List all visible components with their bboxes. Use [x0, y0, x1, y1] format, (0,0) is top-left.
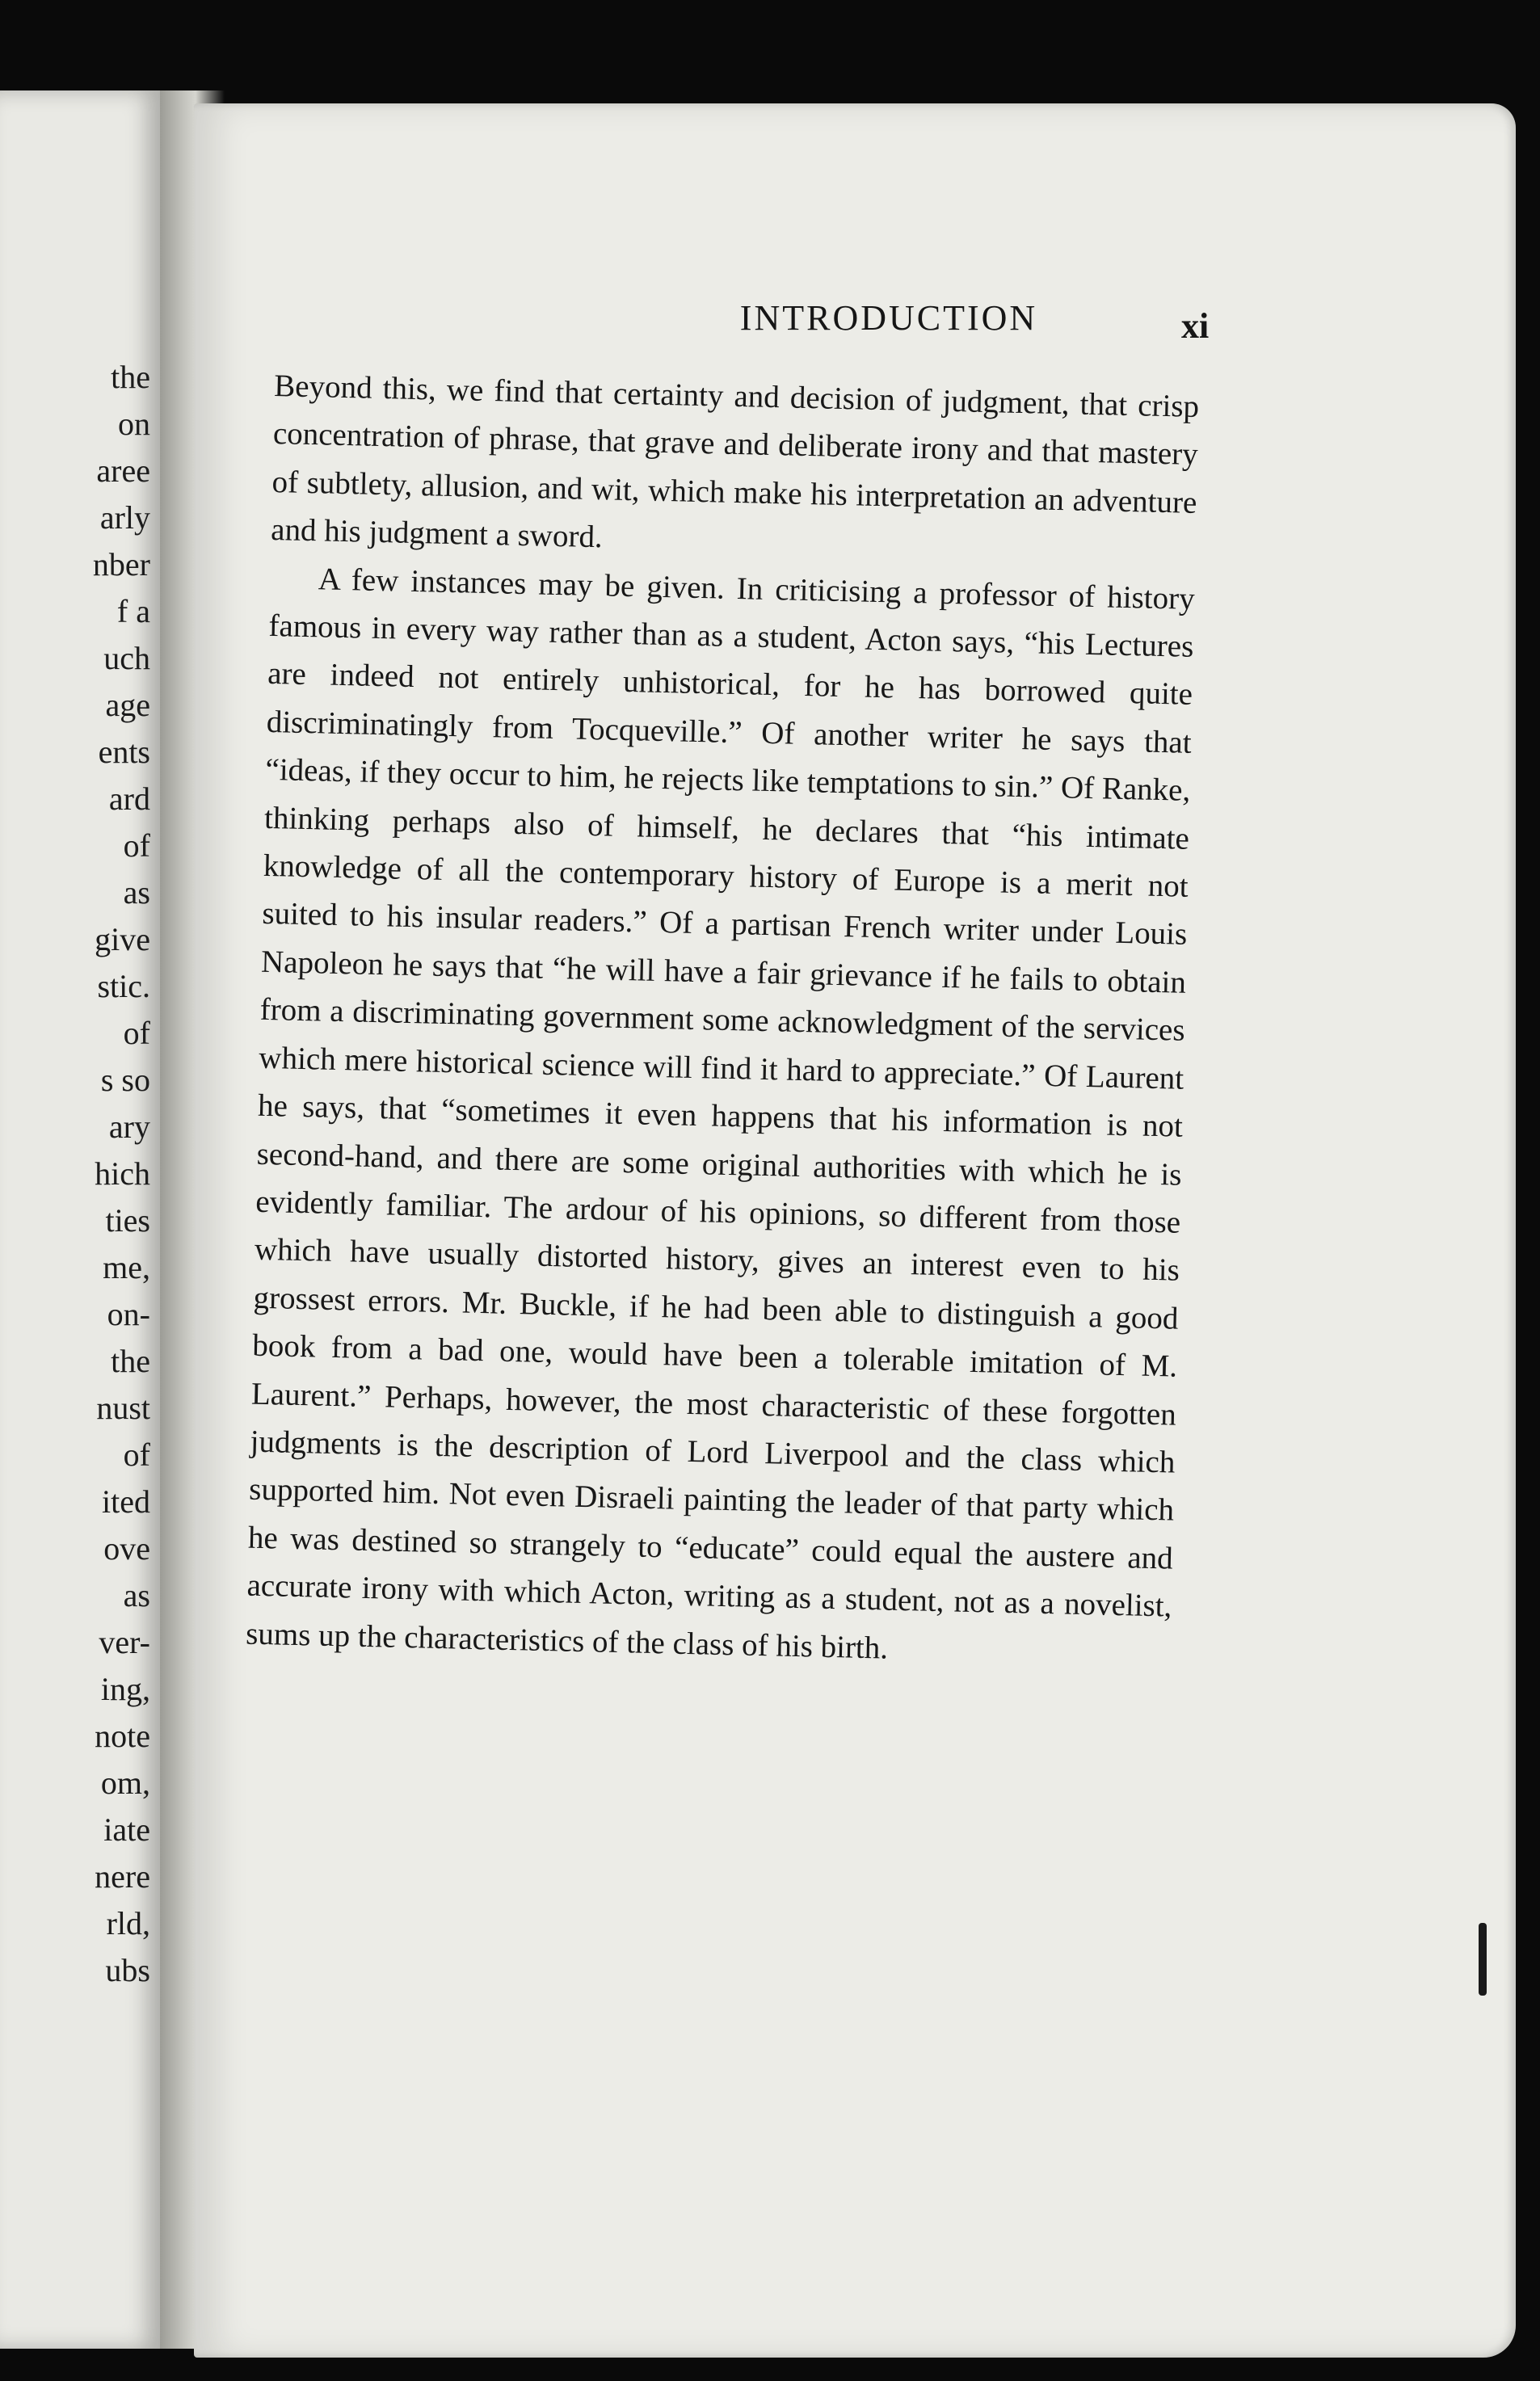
left-page-fragment: ary: [108, 1108, 150, 1145]
left-page-fragment: ing,: [100, 1671, 150, 1707]
left-page-fragment: uch: [103, 640, 150, 676]
previous-page-edge: [0, 90, 164, 2349]
left-page-fragment: ents: [98, 734, 150, 770]
left-page-fragment: of: [123, 1437, 150, 1473]
left-page-fragment: rld,: [106, 1905, 150, 1941]
body-text: [246, 362, 1200, 1679]
left-page-fragment: the: [111, 1343, 150, 1379]
left-page-fragment: ubs: [105, 1952, 150, 1988]
left-page-fragment: on-: [107, 1296, 150, 1332]
left-page-fragment: ties: [105, 1202, 150, 1239]
left-page-fragment: on: [118, 406, 150, 442]
paragraph: A few instances may be given. In criticising a professor of history famous in every way rather than as a student, Acton says, “his Lectures are indeed not entirely unhistorical, for he has borrowed quite discriminatingly from Tocqueville.” Of another writer he says that “ideas, if they occur to him, he rejects like temptations to sin.” Of Ranke, thinking perhaps also of himself, he declares that “his intimate knowledge of all the contemporary history of Europe is a merit not suited to his insular readers.” Of a partisan French writer under Louis Napoleon he says that “he will have a fair grievance if he fails to obtain from a discriminating government some acknowledgment of the services which mere historical science will find it hard to appreciate.” Of Laurent he says, that “sometimes it even happens that his information is not second-hand, and there are some original authorities with which he is evidently familiar. The ardour of his opinions, so different from those which have usually distorted history, gives an interest even to his grossest errors. Mr. Buckle, if he had been able to distinguish a good book from a bad one, would have been a tolerable imitation of M. Laurent.” Perhaps, however, the most characteristic of these forgotten judgments is the description of Lord Liverpool and the class which supported him. Not even Disraeli painting the leader of that party which he was destined so strangely to “educate” could equal the austere and accurate irony with which Acton, writing as a student, not as a novelist, sums up the characteristics of the class of his birth.: [245, 561, 1196, 1666]
left-page-fragment: ver-: [99, 1624, 150, 1660]
running-head: INTRODUCTION: [739, 298, 1038, 338]
left-page-fragment: note: [95, 1718, 150, 1754]
left-page-fragment: nber: [92, 546, 150, 583]
left-page-fragment: s so: [100, 1062, 150, 1098]
left-page-fragment: ard: [108, 780, 150, 817]
left-page-fragment: f a: [116, 593, 150, 629]
current-page: [194, 103, 1516, 2358]
left-page-fragment: as: [123, 874, 150, 911]
left-page-fragment: the: [111, 359, 150, 395]
left-page-fragment: om,: [100, 1765, 150, 1801]
left-page-fragment: hich: [95, 1155, 150, 1192]
left-page-fragment: stic.: [97, 968, 150, 1004]
left-page-fragment: nere: [95, 1858, 150, 1895]
page-number: xi: [1181, 306, 1210, 346]
left-page-fragment: as: [123, 1577, 150, 1613]
left-page-fragment: nust: [96, 1390, 150, 1426]
left-page-fragment: arly: [99, 499, 150, 536]
left-page-fragment: of: [123, 827, 150, 864]
left-page-fragment: me,: [103, 1249, 150, 1285]
left-page-fragment: ited: [102, 1483, 150, 1520]
left-page-fragment: iate: [103, 1811, 150, 1848]
left-page-fragment: ove: [103, 1530, 150, 1567]
left-page-fragment: aree: [96, 452, 150, 489]
left-page-fragment: of: [123, 1015, 150, 1051]
paragraph: Beyond this, we find that certainty and decision of judgment, that crisp concentration of phrase, that grave and deliberate irony and that mastery of subtlety, allusion, and wit, which make his interpretation an adventure and his judgment a sword.: [270, 368, 1200, 555]
page-edge-mark: [1479, 1923, 1487, 1996]
left-page-fragment: give: [95, 921, 150, 957]
left-page-fragment: age: [105, 687, 150, 723]
